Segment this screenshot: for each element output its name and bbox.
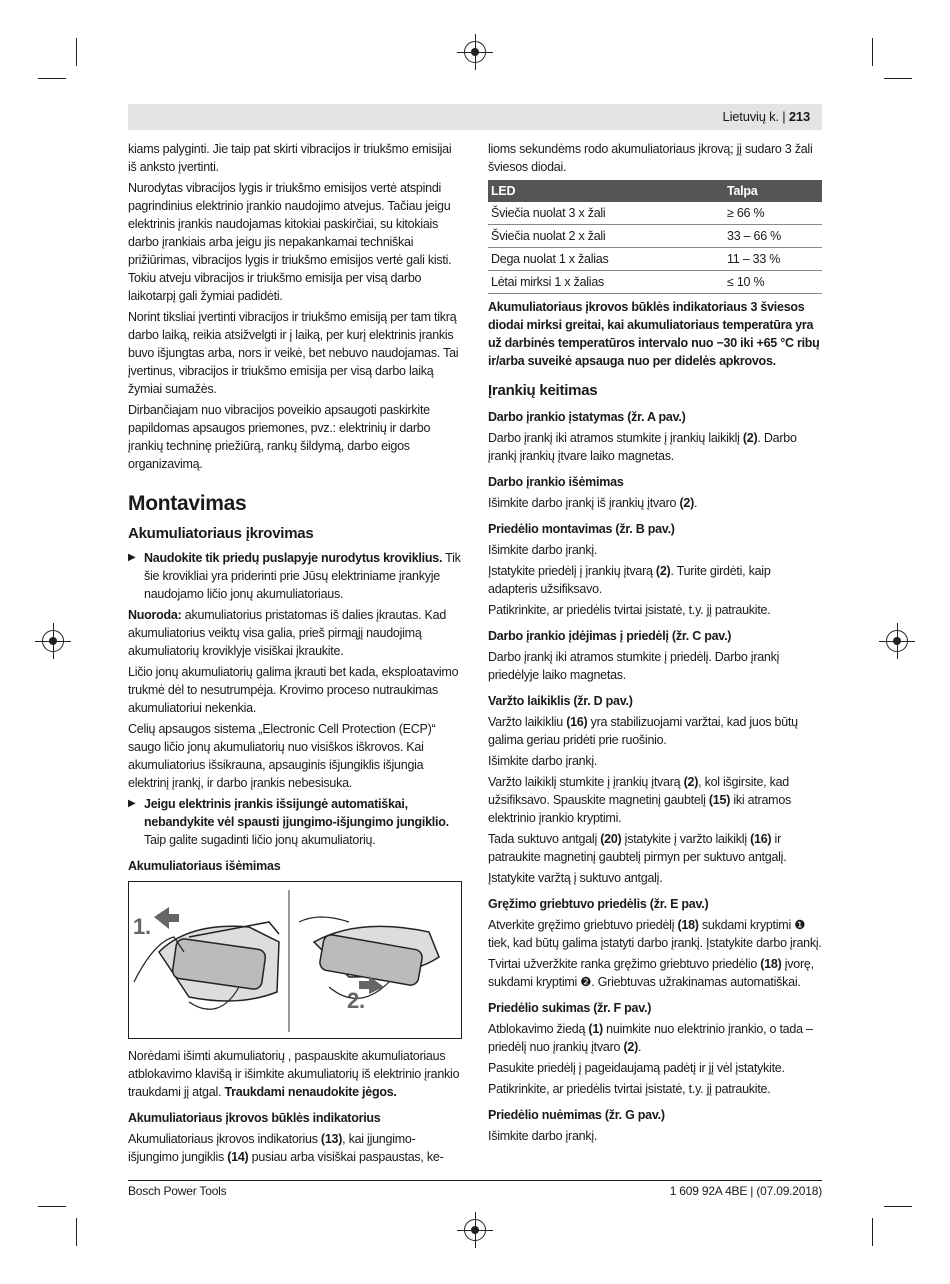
- ref-number: (2): [679, 496, 694, 510]
- ref-number: (20): [600, 832, 622, 846]
- ref-number: (18): [677, 918, 699, 932]
- battery-removal-figure: [128, 881, 462, 1039]
- paragraph: [488, 713, 822, 749]
- registration-mark: [886, 630, 908, 652]
- paragraph: Pasukite priedėlį į pageidaujamą padėtį ir jį vėl įstatykite.: [488, 1061, 785, 1075]
- ref-number: (2): [683, 775, 699, 789]
- table-cell: Šviečia nuolat 2 x žali: [488, 225, 724, 248]
- paragraph: kiams palyginti. Jie taip pat skirti vibracijos ir triukšmo emisijai iš anksto įvertinti.: [128, 142, 452, 174]
- ref-number: (18): [760, 957, 782, 971]
- warning-paragraph: Akumuliatoriaus įkrovos būklės indikatoriaus 3 šviesos diodai mirksi greitai, kai akumuliatoriaus temperatūra yra už darbinės temperatūros intervalo nuo −30 iki +65 °C ribų ir/arba suveikė apsauga nuo per didelės apkrovos.: [488, 300, 820, 368]
- table-row: [488, 271, 822, 294]
- bullet-bold: Jeigu elektrinis įrankis išsijungė automatiškai, nebandykite vėl spausti įjungimo-išjungimo jungiklio.: [144, 797, 449, 829]
- table-header-row: [488, 180, 822, 202]
- subheading-indikatorius: Akumuliatoriaus įkrovos būklės indikatorius: [128, 1111, 381, 1125]
- text-run: .: [694, 496, 698, 510]
- registration-mark: [464, 41, 486, 63]
- section-title: Darbo įrankio įstatymas (žr. A pav.): [488, 410, 686, 424]
- text-run: Tvirtai užveržkite ranka gręžimo griebtuvo priedėlio: [488, 957, 761, 971]
- table-cell: Lėtai mirksi 1 x žalias: [488, 271, 724, 294]
- paragraph: Išimkite darbo įrankį.: [488, 543, 598, 557]
- table-cell: Šviečia nuolat 3 x žali: [488, 202, 724, 225]
- text-run: Varžto laikikliu: [488, 715, 567, 729]
- section-title: Varžto laikiklis (žr. D pav.): [488, 694, 633, 708]
- subheading-isemimas: Akumuliatoriaus išėmimas: [128, 859, 281, 873]
- bullet-item: [128, 549, 462, 603]
- paragraph: Patikrinkite, ar priedėlis tvirtai įsistatė, t.y. jį patraukite.: [488, 603, 771, 617]
- section-title: Priedėlio sukimas (žr. F pav.): [488, 1001, 652, 1015]
- bullet-text: Taip galite sugadinti ličio jonų akumuliatorių.: [144, 833, 376, 847]
- section-title: Darbo įrankio išėmimas: [488, 475, 624, 489]
- note-label: Nuoroda:: [128, 608, 182, 622]
- text-run: iki atramos elektrinio įrankio kryptimi.: [488, 793, 792, 825]
- paragraph: Nurodytas vibracijos lygis ir triukšmo emisijos vertė atspindi pagrindinius elektrinio įrankio naudojimo atvejus. Tačiau jeigu elektrinis įrankis naudojamas kitokiai paskirčiai, su kitokiais darbo įrankiais arba jeigu jis nepakankamai techniškai prižiūrimas, vibracijos lygis ir triukšmo emisijos vertė gali kisti. Tokiu atveju vibracijos ir triukšmo emisija per visą darbo laikotarpį gali žymiai padidėti.: [128, 181, 452, 303]
- crop-mark: [38, 1206, 66, 1207]
- text-run: Atblokavimo žiedą: [488, 1022, 589, 1036]
- section-title: Darbo įrankio įdėjimas į priedėlį (žr. C pav.): [488, 629, 732, 643]
- led-capacity-table: [488, 180, 822, 294]
- ref-number: (14): [227, 1150, 249, 1164]
- ref-number: (1): [588, 1022, 603, 1036]
- ref-number: (13): [320, 1132, 343, 1146]
- removal-warning: Traukdami nenaudokite jėgos.: [224, 1085, 397, 1099]
- paragraph: Patikrinkite, ar priedėlis tvirtai įsistatė, t.y. jį patraukite.: [488, 1082, 771, 1096]
- ref-number: (2): [742, 431, 758, 445]
- ref-number: (16): [566, 715, 588, 729]
- text-run: Darbo įrankį iki atramos stumkite į įrankių laikiklį: [488, 431, 743, 445]
- bullet-item: [128, 795, 462, 849]
- section-title: Priedėlio nuėmimas (žr. G pav.): [488, 1108, 665, 1122]
- paragraph: [488, 955, 822, 991]
- paragraph: [488, 773, 822, 827]
- text-run: Varžto laikiklį stumkite į įrankių įtvarą: [488, 775, 684, 789]
- paragraph: Dirbančiajam nuo vibracijos poveikio apsaugoti paskirkite papildomas apsaugos priemones, pvz.: elektrinių ir darbo įrankių techninę priežiūrą, rankų šildymą, darbo eigos organizavimą.: [128, 403, 431, 471]
- footer-left: Bosch Power Tools: [128, 1184, 227, 1198]
- paragraph: [128, 1047, 462, 1101]
- text-run: .: [637, 1040, 642, 1054]
- header-text: Lietuvių k. | 213: [722, 109, 810, 124]
- crop-mark: [884, 78, 912, 79]
- text-run: , kol išgirsite, kad užsifiksavo. Spauskite magnetinį gaubtelį: [488, 775, 789, 807]
- paragraph: [488, 916, 822, 952]
- crop-mark: [872, 1218, 873, 1246]
- text-run: yra stabilizuojami varžtai, kad juos būtų galima geriau pridėti prie ruošinio.: [488, 715, 798, 747]
- text-run: Išimkite darbo įrankį iš įrankių įtvaro: [488, 496, 680, 510]
- crop-mark: [76, 1218, 77, 1246]
- table-row: [488, 225, 822, 248]
- text-run: sukdami kryptimi ❶ tiek, kad būtų galima įstatyti darbo įrankį. Įstatykite darbo įrankį.: [488, 918, 822, 950]
- paragraph: Ličio jonų akumuliatorių galima įkrauti bet kada, eksploatavimo trukmė dėl to nesutrumpėja. Krovimo proceso nutraukimas akumuliatoriui nekenkia.: [128, 665, 459, 715]
- page-header: [128, 104, 822, 130]
- ref-number: (2): [655, 564, 671, 578]
- text-run: , kai įjungimo-išjungimo jungiklis: [128, 1132, 416, 1164]
- ref-number: (16): [750, 832, 772, 846]
- text-run: Įstatykite priedėlį į įrankių įtvarą: [488, 564, 656, 578]
- table-cell: 11 – 33 %: [724, 248, 822, 271]
- left-column: [128, 140, 462, 1169]
- subheading-ikrovimas: Akumuliatoriaus įkrovimas: [128, 525, 314, 542]
- table-cell: ≥ 66 %: [724, 202, 822, 225]
- crop-mark: [76, 38, 77, 66]
- paragraph: [488, 830, 822, 866]
- text-run: . Darbo įrankį įrankių įtvare laiko magnetas.: [488, 431, 797, 463]
- paragraph: [488, 562, 822, 598]
- battery-removal-illustration: [129, 882, 461, 1038]
- header-section: Lietuvių k.: [722, 109, 779, 124]
- table-cell: 33 – 66 %: [724, 225, 822, 248]
- step-2-label: 2.: [347, 988, 365, 1013]
- text-run: įstatykite į varžto laikiklį: [621, 832, 751, 846]
- text-run: ir patraukite magnetinį gaubtelį pirmyn per suktuvo antgalį.: [488, 832, 787, 864]
- registration-mark: [42, 630, 64, 652]
- paragraph: lioms sekundėms rodo akumuliatoriaus įkrovą; jį sudaro 3 žali šviesos diodai.: [488, 142, 813, 174]
- crop-mark: [38, 78, 66, 79]
- section-heading-montavimas: Montavimas: [128, 492, 247, 515]
- paragraph: Išimkite darbo įrankį.: [488, 1129, 598, 1143]
- table-header: LED: [488, 180, 724, 202]
- paragraph: [128, 1130, 462, 1166]
- text-run: Tada suktuvo antgalį: [488, 832, 601, 846]
- footer-right: 1 609 92A 4BE | (07.09.2018): [669, 1184, 822, 1198]
- paragraph: Įstatykite varžtą į suktuvo antgalį.: [488, 871, 663, 885]
- text-run: įvorę, sukdami kryptimi ❷. Griebtuvas užrakinamas automatiškai.: [488, 957, 814, 989]
- footer-rule: [128, 1180, 822, 1181]
- section-title: Gręžimo griebtuvo priedėlis (žr. E pav.): [488, 897, 709, 911]
- paragraph: Išimkite darbo įrankį.: [488, 754, 598, 768]
- table-row: [488, 248, 822, 271]
- paragraph: Celių apsaugos sistema „Electronic Cell Protection (ECP)“ saugo ličio jonų akumuliatorių nuo visiškos iškrovos. Kai akumuliatorius išsikrauna, apsauginis išjungiklis išjungia elektrinį įrankį, ir darbo įrankis nebesisuka.: [128, 722, 436, 790]
- subheading-keitimas: Įrankių keitimas: [488, 382, 598, 399]
- table-row: [488, 202, 822, 225]
- text-run: . Turite girdėti, kaip adapteris užsifiksavo.: [488, 564, 771, 596]
- paragraph: [488, 429, 822, 465]
- table-cell: ≤ 10 %: [724, 271, 822, 294]
- crop-mark: [884, 1206, 912, 1207]
- note-text: akumuliatorius pristatomas iš dalies įkrautas. Kad akumuliatorius veiktų visa galia, prieš pirmąjį naudojimą akumuliatorių kroviklyje visiškai įkraukite.: [128, 608, 447, 658]
- text-run: Atverkite gręžimo griebtuvo priedėlį: [488, 918, 678, 932]
- paragraph: Norint tiksliai įvertinti vibracijos ir triukšmo emisiją per tam tikrą darbo laiką, reikia atsižvelgti ir į laiką, per kurį elektrinis įrankis buvo išjungtas arba, nors ir veikė, bet nebuvo naudojamas. Tai įvertinus, vibracijos ir triukšmo emisija per visą darbo laiką žymiai sumažės.: [128, 310, 459, 396]
- page-number: 213: [788, 109, 810, 124]
- section-title: Priedėlio montavimas (žr. B pav.): [488, 522, 675, 536]
- right-column: [488, 140, 822, 1148]
- table-header: Talpa: [724, 180, 822, 202]
- paragraph: [488, 494, 822, 512]
- text-run: Akumuliatoriaus įkrovos indikatorius: [128, 1132, 321, 1146]
- paragraph: [488, 1020, 822, 1056]
- table-cell: Dega nuolat 1 x žalias: [488, 248, 724, 271]
- text-run: pusiau arba visiškai paspaustas, ke-: [248, 1150, 444, 1164]
- step-1-label: 1.: [133, 914, 151, 939]
- paragraph: Darbo įrankį iki atramos stumkite į priedėlį. Darbo įrankį priedėlyje laiko magnetas.: [488, 650, 780, 682]
- removal-text: Norėdami išimti akumuliatorių , paspauskite akumuliatoriaus atblokavimo klavišą ir išimkite akumuliatorių iš elektrinio įrankio traukdami jį atgal.: [128, 1049, 460, 1099]
- note-paragraph: [128, 606, 462, 660]
- ref-number: (2): [623, 1040, 638, 1054]
- crop-mark: [872, 38, 873, 66]
- bullet-text: Tik šie krovikliai yra priderinti prie Jūsų elektriniame įrankyje naudojamo ličio jonų akumuliatoriaus.: [144, 551, 461, 601]
- text-run: nuimkite nuo elektrinio įrankio, o tada – priedėlį nuo įrankių įtvaro: [488, 1022, 813, 1054]
- bullet-bold: Naudokite tik priedų puslapyje nurodytus kroviklius.: [144, 551, 443, 565]
- ref-number: (15): [708, 793, 731, 807]
- registration-mark: [464, 1219, 486, 1241]
